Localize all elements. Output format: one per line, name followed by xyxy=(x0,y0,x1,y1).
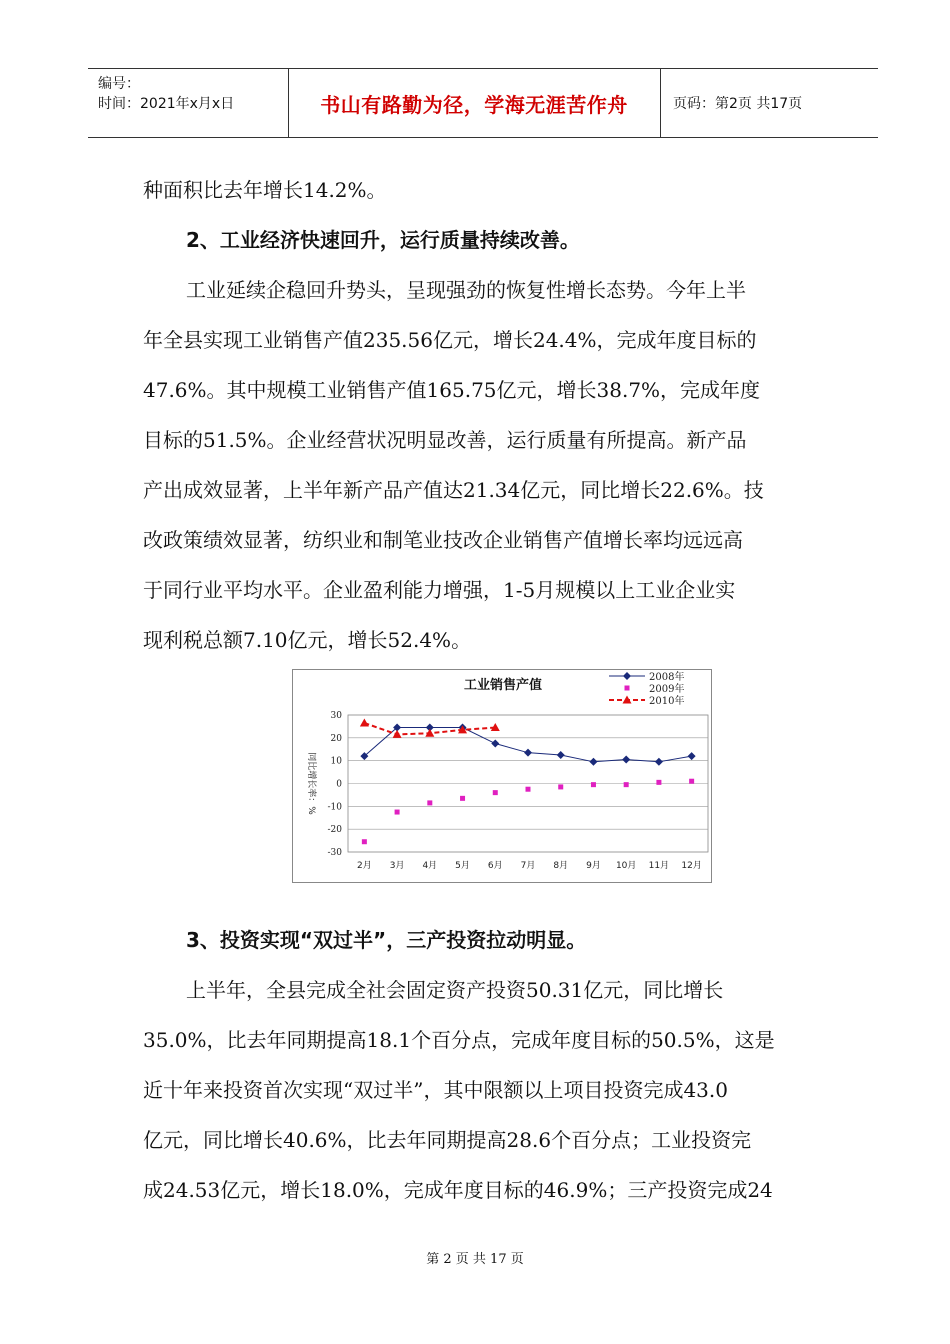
legend-label: 2008年 xyxy=(649,672,685,683)
y-tick-label: 0 xyxy=(336,779,342,790)
paragraph-continuation: 种面积比去年增长14.2%。 xyxy=(143,178,387,202)
data-point xyxy=(491,740,499,748)
data-point xyxy=(622,756,630,764)
data-point xyxy=(656,780,661,785)
chart-svg xyxy=(293,670,711,882)
x-tick-label: 5月 xyxy=(455,861,470,871)
paragraph-line: 产出成效显著，上半年新产品产值达21.34亿元，同比增长22.6%。技 xyxy=(143,478,764,502)
data-point xyxy=(395,810,400,815)
paragraph-line: 改政策绩效显著，纺织业和制笔业技改企业销售产值增长率均远远高 xyxy=(143,528,743,552)
x-tick-label: 6月 xyxy=(487,861,503,871)
legend-marker xyxy=(623,696,632,704)
page-footer: 第 2 页 共 17 页 xyxy=(426,1252,524,1267)
chart-title: 工业销售产值 xyxy=(463,678,543,693)
paragraph-line: 47.6%。其中规模工业销售产值165.75亿元，增长38.7%，完成年度 xyxy=(143,378,761,402)
header-meta xyxy=(88,69,289,137)
section-heading-3: 3、投资实现“双过半”，三产投资拉动明显。 xyxy=(186,928,587,952)
data-point xyxy=(557,751,565,759)
header-page-cell xyxy=(661,69,878,137)
document-number-label: 编号： xyxy=(98,76,140,92)
data-point xyxy=(558,784,563,789)
data-point xyxy=(624,782,629,787)
data-point xyxy=(689,779,694,784)
paragraph-line: 于同行业平均水平。企业盈利能力增强，1-5月规模以上工业企业实 xyxy=(143,578,736,602)
industrial-sales-chart xyxy=(292,669,712,883)
paragraph-line: 近十年来投资首次实现“双过半”，其中限额以上项目投资完成43.0 xyxy=(143,1078,728,1102)
document-time-label: 时间：2021年x月x日 xyxy=(98,96,235,112)
x-tick-label: 12月 xyxy=(681,861,702,871)
x-tick-label: 9月 xyxy=(586,861,601,871)
y-axis-label: 同比增长率：% xyxy=(306,752,316,815)
paragraph-line: 目标的51.5%。企业经营状况明显改善，运行质量有所提高。新产品 xyxy=(143,428,747,452)
y-tick-label: -30 xyxy=(327,848,342,858)
header-motto-cell xyxy=(288,69,661,137)
section-heading-2: 2、工业经济快速回升，运行质量持续改善。 xyxy=(186,228,580,252)
paragraph-line: 上半年，全县完成全社会固定资产投资50.31亿元，同比增长 xyxy=(186,978,724,1002)
data-point xyxy=(524,749,532,757)
data-point xyxy=(655,758,663,766)
data-point xyxy=(393,730,402,738)
y-tick-label: -10 xyxy=(327,802,342,813)
data-point xyxy=(460,796,465,801)
x-tick-label: 3月 xyxy=(389,861,405,871)
x-tick-label: 4月 xyxy=(422,861,438,871)
paragraph-line: 年全县实现工业销售产值235.56亿元，增长24.4%，完成年度目标的 xyxy=(143,328,757,352)
page-header xyxy=(88,68,878,138)
paragraph-line: 工业延续企稳回升势头，呈现强劲的恢复性增长态势。今年上半 xyxy=(186,278,746,302)
x-tick-label: 11月 xyxy=(648,861,670,871)
paragraph-line: 亿元，同比增长40.6%，比去年同期提高28.6个百分点；工业投资完 xyxy=(143,1128,752,1152)
data-point xyxy=(427,800,432,805)
x-tick-label: 8月 xyxy=(553,861,569,871)
legend-marker xyxy=(623,672,631,680)
data-point xyxy=(526,787,531,792)
legend-label: 2010年 xyxy=(649,696,685,707)
data-point xyxy=(688,752,696,760)
paragraph-line: 成24.53亿元，增长18.0%，完成年度目标的46.9%；三产投资完成24 xyxy=(143,1178,773,1202)
data-point xyxy=(362,839,367,844)
x-tick-label: 2月 xyxy=(356,861,372,871)
x-tick-label: 7月 xyxy=(520,861,536,871)
data-point xyxy=(360,718,369,726)
header-motto: 书山有路勤为径，学海无涯苦作舟 xyxy=(320,92,628,117)
y-tick-label: 10 xyxy=(330,756,342,767)
y-tick-label: 30 xyxy=(330,711,342,721)
paragraph-line: 现利税总额7.10亿元，增长52.4%。 xyxy=(143,628,472,652)
data-point xyxy=(591,782,596,787)
data-point xyxy=(589,758,597,766)
paragraph-line: 35.0%，比去年同期提高18.1个百分点，完成年度目标的50.5%，这是 xyxy=(143,1028,775,1052)
legend-marker xyxy=(625,686,630,691)
legend-label: 2009年 xyxy=(649,684,685,695)
y-tick-label: 20 xyxy=(330,733,342,744)
x-tick-label: 10月 xyxy=(615,861,637,871)
y-tick-label: -20 xyxy=(327,825,342,836)
header-page-info: 页码：第2页 共17页 xyxy=(673,96,803,112)
data-point xyxy=(493,790,498,795)
